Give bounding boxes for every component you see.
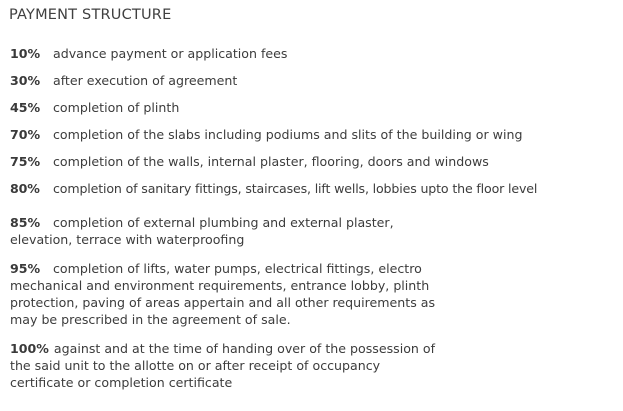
item-text: completion of the slabs including podiums and slits of the building or wing [53, 127, 523, 142]
item-text-continued: mechanical and environment requirements, entrance lobby, plinth [10, 278, 430, 293]
item-text: completion of plinth [53, 100, 180, 115]
payment-item-30 [10, 72, 618, 89]
item-text-continued: protection, paving of areas appertain and all other requirements as [10, 295, 436, 310]
page-title: PAYMENT STRUCTURE [9, 7, 172, 23]
item-text-continued: the said unit to the allotte on or after receipt of occupancy [10, 358, 381, 373]
percent-label: 100% [10, 341, 49, 356]
payment-item-45 [10, 99, 618, 116]
item-text: completion of lifts, water pumps, electrical fittings, electro [53, 261, 422, 276]
item-text: completion of sanitary fittings, staircases, lift wells, lobbies upto the floor level [53, 181, 538, 196]
percent-label: 95% [10, 261, 41, 276]
item-text: against and at the time of handing over of the possession of [53, 341, 436, 356]
payment-item-100 [10, 340, 618, 391]
payment-item-75 [10, 153, 618, 170]
item-text: advance payment or application fees [53, 46, 288, 61]
percent-label: 70% [10, 127, 41, 142]
item-text: completion of the walls, internal plaster, flooring, doors and windows [53, 154, 489, 169]
item-text: completion of external plumbing and external plaster, [53, 215, 394, 230]
payment-item-80 [10, 180, 618, 197]
item-text-continued: certificate or completion certificate [10, 375, 233, 390]
payment-item-85 [10, 214, 618, 248]
item-text-continued: elevation, terrace with waterproofing [10, 232, 245, 247]
percent-label: 30% [10, 73, 41, 88]
payment-item-95 [10, 260, 618, 328]
item-text-continued: may be prescribed in the agreement of sale. [10, 312, 291, 327]
payment-item-10 [10, 45, 618, 62]
percent-label: 80% [10, 181, 40, 196]
percent-label: 85% [10, 215, 41, 230]
percent-label: 10% [10, 46, 41, 61]
percent-label: 75% [10, 154, 41, 169]
payment-item-70 [10, 126, 618, 143]
percent-label: 45% [10, 100, 41, 115]
item-text: after execution of agreement [53, 73, 238, 88]
